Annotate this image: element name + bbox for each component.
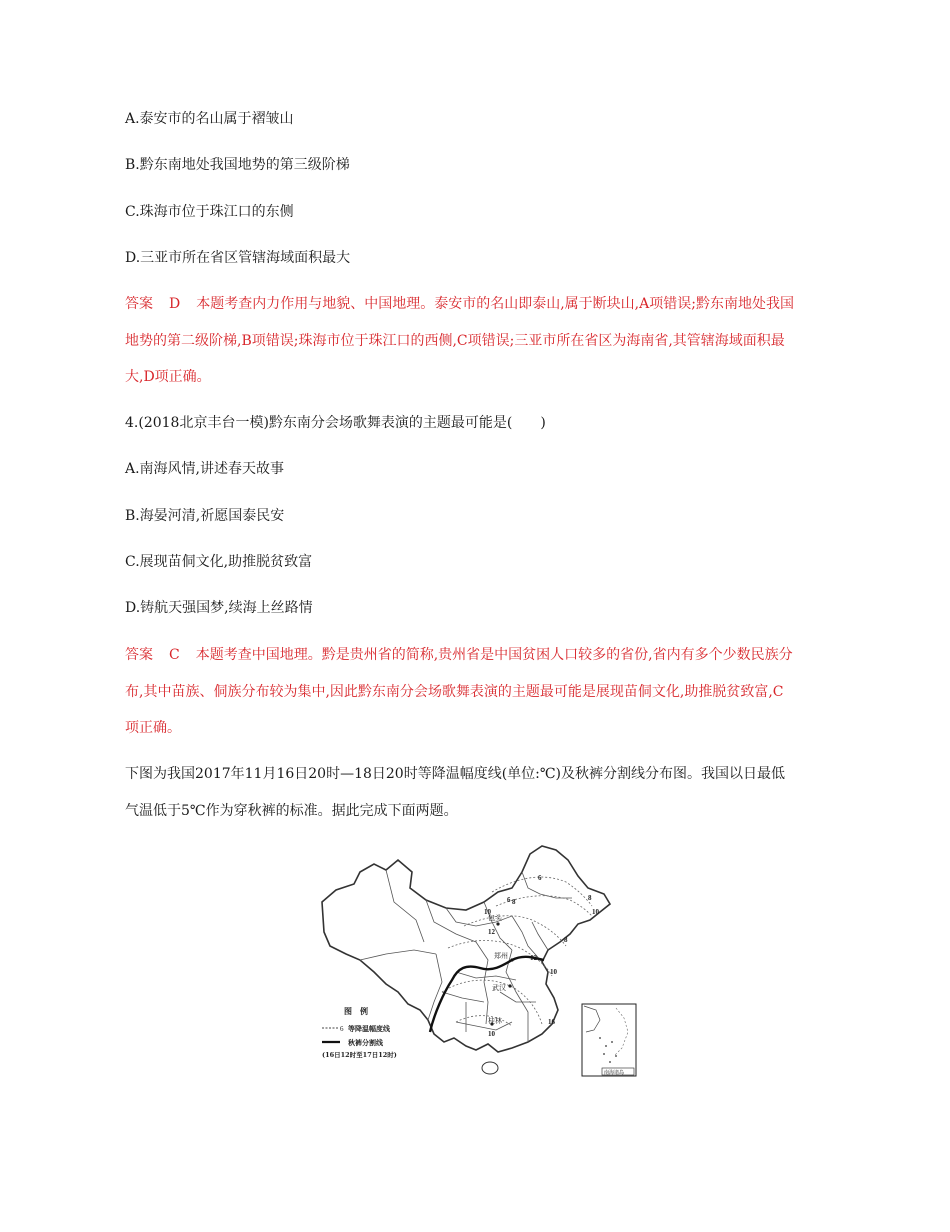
iso-label: 8 (512, 898, 516, 906)
legend-boundary-label: 秋裤分割线 (348, 1038, 383, 1047)
q3-option-a: A.泰安市的名山属于褶皱山 (125, 111, 294, 127)
q3-answer-line-3: 大,D项正确。 (125, 369, 211, 385)
iso-label: 6 (538, 874, 542, 882)
legend-isoline-number: 6 (340, 1025, 344, 1033)
answer-letter: C (169, 647, 180, 663)
answer-label: 答案 (125, 647, 153, 663)
q3-option-c: C.珠海市位于珠江口的东侧 (125, 204, 294, 220)
answer-label: 答案 (125, 296, 153, 312)
city-label-c3: 武汉 (492, 984, 506, 992)
iso-label: 10 (550, 968, 557, 976)
intro-line-2: 气温低于5℃作为穿秋裤的标准。据此完成下面两题。 (125, 803, 458, 819)
iso-label: 6 (507, 896, 511, 904)
iso-label: 10 (592, 908, 599, 916)
city-label-c4: 桂林 (488, 1017, 502, 1025)
inset-label: 南海诸岛 (604, 1069, 625, 1076)
q4-option-c: C.展现苗侗文化,助推脱贫致富 (125, 554, 313, 570)
iso-label: 12 (530, 954, 537, 962)
south-china-sea-inset (582, 1004, 636, 1076)
q4-answer-line-1 (125, 645, 793, 665)
q4-option-a: A.南海风情,讲述春天故事 (125, 461, 285, 477)
q4-answer-line-3: 项正确。 (125, 720, 181, 736)
q4-option-b: B.海晏河清,祈愿国泰民安 (125, 508, 285, 524)
city-dot (496, 922, 499, 925)
iso-label: 8 (564, 936, 568, 944)
map-svg (316, 842, 641, 1082)
city-label-c1: 包头 (488, 914, 502, 922)
iso-label: 10 (488, 1030, 495, 1038)
legend-isoline-label: 等降温幅度线 (348, 1024, 390, 1033)
city-dot (508, 984, 511, 987)
q4-option-d: D.铸航天强国梦,续海上丝路情 (125, 600, 313, 616)
q4-stem: 4.(2018北京丰台一模)黔东南分会场歌舞表演的主题最可能是( ) (125, 415, 546, 431)
iso-label: 12 (488, 928, 495, 936)
q3-answer-line-1 (125, 294, 794, 314)
legend-title: 图 例 (344, 1006, 368, 1016)
iso-label: 10 (484, 908, 491, 916)
city-label-c2: 郑州 (494, 952, 508, 960)
q3-answer-line-2: 地势的第二级阶梯,B项错误;珠海市位于珠江口的西侧,C项错误;三亚市所在省区为海南省,其管辖海域面积最 (125, 333, 785, 349)
map-legend (322, 1006, 397, 1059)
iso-label: 16 (548, 1018, 555, 1026)
answer-letter: D (169, 296, 181, 312)
hainan-island (482, 1062, 498, 1074)
q3-option-b: B.黔东南地处我国地势的第三级阶梯 (125, 157, 350, 173)
q3-option-d: D.三亚市所在省区管辖海域面积最大 (125, 250, 351, 266)
china-temperature-drop-map (316, 842, 641, 1082)
inset-frame (582, 1004, 636, 1076)
intro-line-1: 下图为我国2017年11月16日20时—18日20时等降温幅度线(单位:℃)及秋裤分割线分布图。我国以日最低 (125, 766, 786, 782)
legend-boundary-time: (16日12时至17日12时) (322, 1051, 397, 1059)
answer-text: 本题考查内力作用与地貌、中国地理。泰安市的名山即泰山,属于断块山,A项错误;黔东南地处我国 (196, 296, 794, 312)
q4-answer-line-2: 布,其中苗族、侗族分布较为集中,因此黔东南分会场歌舞表演的主题最可能是展现苗侗文化,助推脱贫致富,C (125, 684, 784, 700)
iso-label: 8 (588, 894, 592, 902)
answer-text: 本题考查中国地理。黔是贵州省的简称,贵州省是中国贫困人口较多的省份,省内有多个少数民族分 (195, 647, 793, 663)
